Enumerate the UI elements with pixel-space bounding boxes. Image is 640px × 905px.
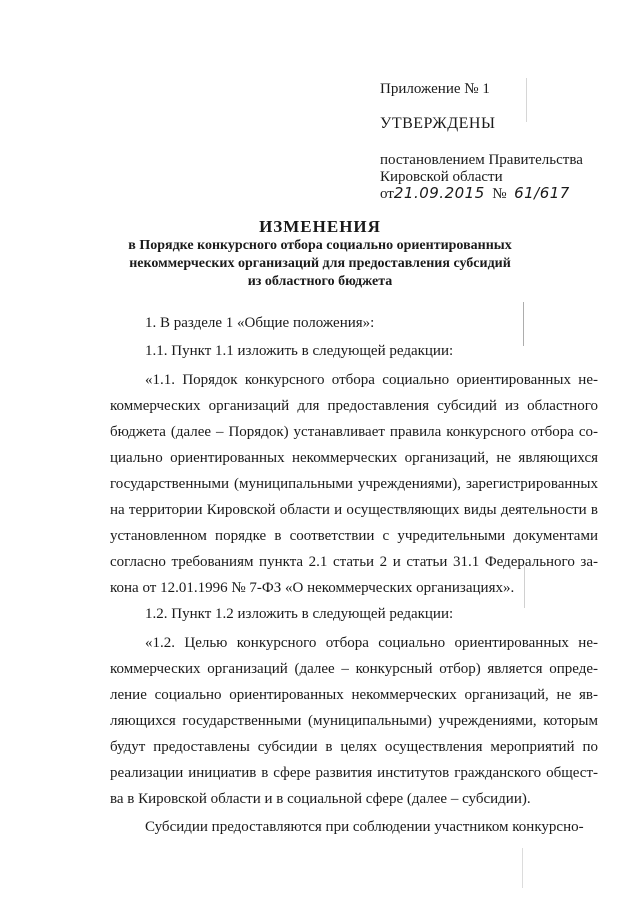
body-line: циально ориентированных некоммерческих организаций, не являющихся — [110, 450, 598, 466]
scan-margin-mark — [526, 78, 527, 122]
appendix-number: Приложение № 1 — [380, 81, 490, 97]
decree-line-1: постановлением Правительства — [380, 152, 583, 168]
body-line: 1. В разделе 1 «Общие положения»: — [145, 315, 375, 331]
decree-line-2: Кировской области — [380, 169, 503, 185]
body-line: Субсидии предоставляются при соблюдении участником конкурсно- — [145, 819, 584, 835]
body-line: ва в Кировской области и в социальной сфере (далее – субсидии). — [110, 791, 531, 807]
body-line: будут предоставлены субсидии в целях осуществления мероприятий по — [110, 739, 598, 755]
document-subtitle-line-2: некоммерческих организаций для предоставления субсидий — [129, 256, 511, 271]
body-line: реализации инициатив в сфере развития институтов гражданского общест- — [110, 765, 598, 781]
body-line: согласно требованиям пункта 2.1 статьи 2 и статьи 31.1 Федерального за- — [110, 554, 598, 570]
body-line: коммерческих организаций (далее – конкурсный отбор) является опреде- — [110, 661, 598, 677]
decree-date: 21.09.2015 — [393, 184, 485, 202]
body-line: кона от 12.01.1996 № 7-ФЗ «О некоммерческих организациях». — [110, 580, 515, 596]
scan-margin-mark — [522, 848, 523, 888]
decree-prefix: от — [380, 186, 394, 202]
body-line: «1.1. Порядок конкурсного отбора социально ориентированных не- — [145, 372, 598, 388]
body-line: «1.2. Целью конкурсного отбора социально ориентированных не- — [145, 635, 598, 651]
body-line: установленном порядке в соответствии с учредительными документами — [110, 528, 598, 544]
decree-date-line — [380, 184, 570, 203]
body-line: коммерческих организаций для предоставления субсидий из областного — [110, 398, 598, 414]
decree-number-sign: № — [492, 186, 507, 202]
decree-number: 61/617 — [514, 184, 570, 202]
body-line: на территории Кировской области и осуществляющих виды деятельности в — [110, 502, 598, 518]
document-subtitle-line-3: из областного бюджета — [247, 274, 393, 289]
body-line: государственными (муниципальными учреждениями), зарегистрированных — [110, 476, 598, 492]
body-line: ляющихся государственными (муниципальными) учреждениями, которым — [110, 713, 598, 729]
document-title: ИЗМЕНЕНИЯ — [259, 217, 381, 236]
document-subtitle-line-1: в Порядке конкурсного отбора социально ориентированных — [128, 238, 512, 253]
body-line: 1.2. Пункт 1.2 изложить в следующей редакции: — [145, 606, 454, 622]
scan-margin-mark — [523, 302, 524, 346]
body-line: бюджета (далее – Порядок) устанавливает правила конкурсного отбора со- — [110, 424, 598, 440]
body-line: 1.1. Пункт 1.1 изложить в следующей редакции: — [145, 343, 454, 359]
body-line: ление социально ориентированных некоммерческих организаций, не яв- — [110, 687, 598, 703]
scan-margin-mark — [524, 566, 525, 608]
approved-heading: УТВЕРЖДЕНЫ — [380, 115, 496, 132]
